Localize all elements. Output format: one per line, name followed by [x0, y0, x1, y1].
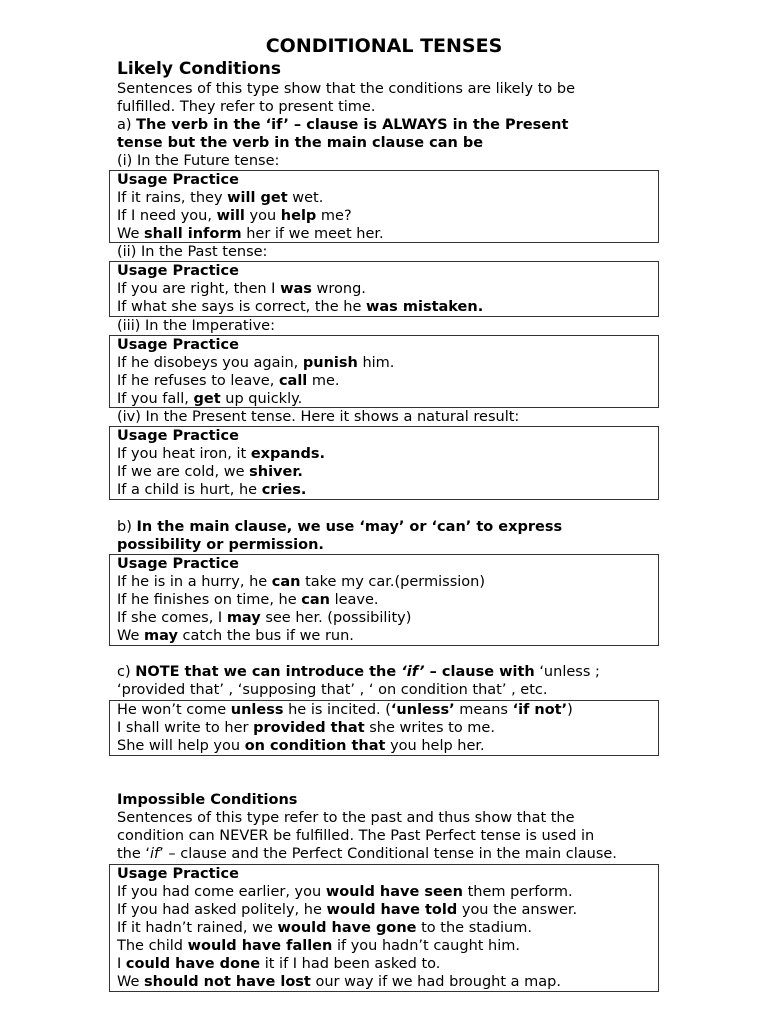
usage-label: Usage Practice: [117, 172, 239, 188]
text-fragment: he is incited. (: [283, 702, 391, 718]
text-fragment: b): [117, 519, 137, 535]
impossible-line-3: [117, 845, 617, 863]
sub-heading-present: (iv) In the Present tense. Here it shows a natural result:: [117, 409, 520, 425]
text-fragment: wet.: [287, 190, 324, 206]
text-fragment: If he disobeys you again,: [117, 355, 303, 371]
text-fragment: leave.: [329, 592, 379, 608]
text-fragment: the ‘: [117, 846, 151, 862]
text-fragment: catch the bus if we run.: [177, 628, 354, 644]
text-fragment: If you heat iron, it: [117, 446, 251, 462]
text-fragment: see her. (possibility): [260, 610, 412, 626]
text-fragment: We: [117, 226, 145, 242]
bold-text: expands.: [250, 446, 326, 462]
example-line: [117, 481, 306, 499]
rule-a-line-1: [117, 116, 568, 134]
text-fragment: her if we meet her.: [241, 226, 384, 242]
impossible-line-1: Sentences of this type refer to the past and thus show that the: [117, 810, 575, 826]
text-fragment: wrong.: [311, 281, 366, 297]
text-fragment: me.: [307, 373, 340, 389]
example-line: [117, 627, 354, 645]
text-fragment: you: [244, 208, 281, 224]
example-line: [117, 901, 577, 919]
bold-text: cries.: [261, 482, 307, 498]
text-fragment: if: [150, 846, 160, 862]
impossible-line-2: condition can NEVER be fulfilled. The Past Perfect tense is used in: [117, 828, 595, 844]
usage-box-present: [109, 426, 659, 500]
example-line: [117, 463, 303, 481]
bold-text: shiver.: [249, 464, 303, 480]
likely-heading: Likely Conditions: [117, 59, 281, 79]
bold-text: help: [280, 208, 317, 224]
text-fragment: If you had asked politely, he: [117, 902, 327, 918]
page-title: CONDITIONAL TENSES: [265, 35, 503, 57]
text-fragment: We: [117, 974, 145, 990]
bold-text: ‘unless’: [390, 702, 455, 718]
text-fragment: take my car.(permission): [300, 574, 485, 590]
bold-text: NOTE that we can introduce the: [135, 664, 402, 680]
text-fragment: If you are right, then I: [117, 281, 281, 297]
bold-text: was: [280, 281, 312, 297]
text-fragment: our way if we had brought a map.: [310, 974, 561, 990]
example-line: [117, 719, 495, 737]
usage-box-impossible: [109, 864, 659, 992]
bold-text: may: [144, 628, 178, 644]
example-line: [117, 189, 323, 207]
example-line: [117, 445, 325, 463]
example-line: [117, 207, 352, 225]
text-fragment: If I need you,: [117, 208, 217, 224]
bold-text: will: [216, 208, 245, 224]
text-fragment: she writes to me.: [364, 720, 495, 736]
example-line: [117, 955, 440, 973]
bold-text: on condition that: [244, 738, 386, 754]
text-fragment: If it rains, they: [117, 190, 228, 206]
example-line: [117, 298, 483, 316]
text-fragment: ): [567, 702, 573, 718]
bold-text: could have done: [125, 956, 261, 972]
text-fragment: If you had come earlier, you: [117, 884, 326, 900]
text-fragment: them perform.: [462, 884, 573, 900]
bold-text: was mistaken.: [366, 299, 484, 315]
bold-text: call: [278, 373, 308, 389]
bold-text: get: [193, 391, 221, 407]
usage-box-unless: [109, 700, 659, 756]
text-fragment: He won’t come: [117, 702, 231, 718]
text-fragment: If it hadn’t rained, we: [117, 920, 278, 936]
example-line: [117, 883, 573, 901]
example-line: [117, 390, 302, 408]
example-line: [117, 354, 394, 372]
text-fragment: If a child is hurt, he: [117, 482, 262, 498]
text-fragment: She will help you: [117, 738, 245, 754]
text-fragment: If we are cold, we: [117, 464, 250, 480]
rule-a-text-2: tense but the verb in the main clause can be: [117, 135, 484, 151]
usage-label: Usage Practice: [117, 428, 239, 444]
usage-box-future: [109, 170, 659, 243]
text-fragment: If he is in a hurry, he: [117, 574, 272, 590]
text-fragment: If you fall,: [117, 391, 194, 407]
example-line: [117, 372, 340, 390]
example-line: [117, 701, 573, 719]
example-line: [117, 573, 485, 591]
text-fragment: ‘unless ;: [534, 664, 600, 680]
sub-heading-past: (ii) In the Past tense:: [117, 244, 268, 260]
likely-intro-line-1: Sentences of this type show that the conditions are likely to be: [117, 81, 575, 97]
usage-box-past: [109, 261, 659, 317]
bold-text: In the main clause, we use ‘may’ or ‘can’ to express: [136, 519, 563, 535]
bold-text: should not have lost: [144, 974, 311, 990]
rule-a-line-2: [117, 134, 483, 152]
usage-label: Usage Practice: [117, 556, 239, 572]
impossible-heading: Impossible Conditions: [117, 792, 298, 808]
bold-text: [401, 664, 424, 680]
usage-label: Usage Practice: [117, 337, 239, 353]
bold-text: provided that: [253, 720, 365, 736]
rule-c-line-2: ‘provided that’ , ‘supposing that’ , ‘ on condition that’ , etc.: [117, 682, 548, 698]
bold-text: possibility or permission.: [117, 537, 324, 553]
bold-text: may: [226, 610, 261, 626]
text-fragment: If she comes, I: [117, 610, 227, 626]
text-fragment: ’ – clause and the Perfect Conditional tense in the main clause.: [159, 846, 617, 862]
example-line: [117, 609, 411, 627]
text-fragment: I: [117, 956, 126, 972]
usage-label: Usage Practice: [117, 263, 239, 279]
rule-b-line-1: [117, 518, 562, 536]
bold-text: punish: [302, 355, 358, 371]
usage-label: Usage Practice: [117, 866, 239, 882]
example-line: [117, 973, 561, 991]
text-fragment: it if I had been asked to.: [260, 956, 441, 972]
text-fragment: me?: [316, 208, 352, 224]
bold-text: can: [301, 592, 330, 608]
sub-heading-future: (i) In the Future tense:: [117, 153, 280, 169]
bold-text: unless: [230, 702, 284, 718]
text-fragment: if you hadn’t caught him.: [332, 938, 521, 954]
example-line: [117, 591, 379, 609]
bold-text: shall inform: [144, 226, 242, 242]
bold-text: would have told: [326, 902, 458, 918]
text-fragment: If he finishes on time, he: [117, 592, 302, 608]
rule-a-text: The verb in the ‘if’ – clause is ALWAYS in the Present: [136, 117, 569, 133]
bold-text: will get: [227, 190, 288, 206]
bold-text: ‘if not’: [512, 702, 568, 718]
text-fragment: If what she says is correct, the he: [117, 299, 366, 315]
text-fragment: c): [117, 664, 136, 680]
example-line: [117, 737, 485, 755]
usage-box-may-can: [109, 554, 659, 646]
bold-text: would have seen: [325, 884, 463, 900]
bold-text: – clause with: [424, 664, 535, 680]
rule-b-line-2: [117, 536, 324, 554]
example-line: [117, 280, 366, 298]
text-fragment: means: [454, 702, 513, 718]
likely-intro-line-2: fulfilled. They refer to present time.: [117, 99, 376, 115]
example-line: [117, 937, 520, 955]
sub-heading-imperative: (iii) In the Imperative:: [117, 318, 275, 334]
text-fragment: ‘if’: [401, 664, 425, 680]
text-fragment: If he refuses to leave,: [117, 373, 279, 389]
bold-text: can: [271, 574, 301, 590]
text-fragment: you help her.: [385, 738, 485, 754]
bold-text: would have gone: [277, 920, 417, 936]
text-fragment: I shall write to her: [117, 720, 254, 736]
rule-a-prefix: a): [117, 117, 137, 133]
example-line: [117, 225, 384, 243]
text-fragment: up quickly.: [220, 391, 303, 407]
text-fragment: him.: [357, 355, 395, 371]
usage-box-imperative: [109, 335, 659, 408]
text-fragment: you the answer.: [457, 902, 578, 918]
text-fragment: We: [117, 628, 145, 644]
example-line: [117, 919, 532, 937]
bold-text: would have fallen: [187, 938, 333, 954]
text-fragment: The child: [117, 938, 188, 954]
text-fragment: to the stadium.: [416, 920, 532, 936]
rule-c-line-1: [117, 663, 600, 681]
